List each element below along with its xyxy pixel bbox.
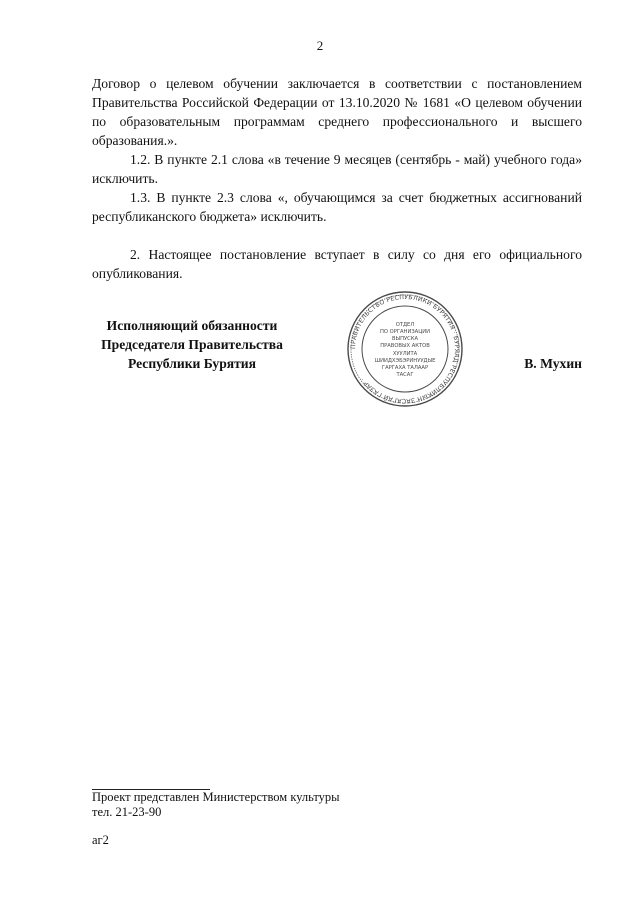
official-seal [346,290,464,408]
seal-center-line-3: ВЫПУСКА [391,336,419,342]
document-reference: аг2 [92,833,109,847]
seal-outer-ring [348,292,462,406]
signatory-name: В. Мухин [524,356,582,371]
paragraph-item-1-3: 1.3. В пункте 2.3 слова «, обучающимся за счет бюджетных ассигнований республиканского бюджета» исключить. [92,190,582,224]
seal-center-line-7: ГАРГАХА ТАЛААР [381,365,429,371]
seal-center-line-6: ШИИДХЭБЭРИНУУДЫЕ [374,358,436,364]
signatory-title-line-3: Республики Бурятия [127,356,256,371]
footer-phone: тел. 21-23-90 [92,805,162,819]
document-body [92,74,582,283]
footer-presented-by: Проект представлен Министерством культуры [92,790,340,804]
paragraph-contract: Договор о целевом обучении заключается в соответствии с постановлением Правительства Российской Федерации от 13.10.2020 № 1681 «О целевом обучении по образовательным программам среднего профессионального и высшего образования.». [92,76,582,148]
footer-note [92,790,340,820]
signatory-title-line-2: Председателя Правительства [101,337,283,352]
signatory-title-line-1: Исполняющий обязанности [106,318,278,333]
seal-outer-text: ПРАВИТЕЛЬСТВО РЕСПУБЛИКИ БУРЯТИЯ · БУРЯАД РЕСПУБЛИКЫН ЗАСАГАЙ ГАЗАР · [349,293,461,405]
seal-inner-ring [362,306,448,392]
seal-center-line-8: ТАСАГ [396,372,414,378]
paragraph-item-2: 2. Настоящее постановление вступает в силу со дня его официального опубликования. [92,247,582,281]
page-number: 2 [316,38,324,53]
paragraph-item-1-2: 1.2. В пункте 2.1 слова «в течение 9 месяцев (сентябрь - май) учебного года» исключить. [92,152,582,186]
seal-center-line-2: ПО ОРГАНИЗАЦИИ [379,329,431,335]
seal-center-line-5: ХУУЛИТА [392,351,418,357]
seal-center-line-4: ПРАВОВЫХ АКТОВ [380,343,430,349]
seal-center-line-1: ОТДЕЛ [395,322,415,328]
signatory-title [92,316,292,373]
